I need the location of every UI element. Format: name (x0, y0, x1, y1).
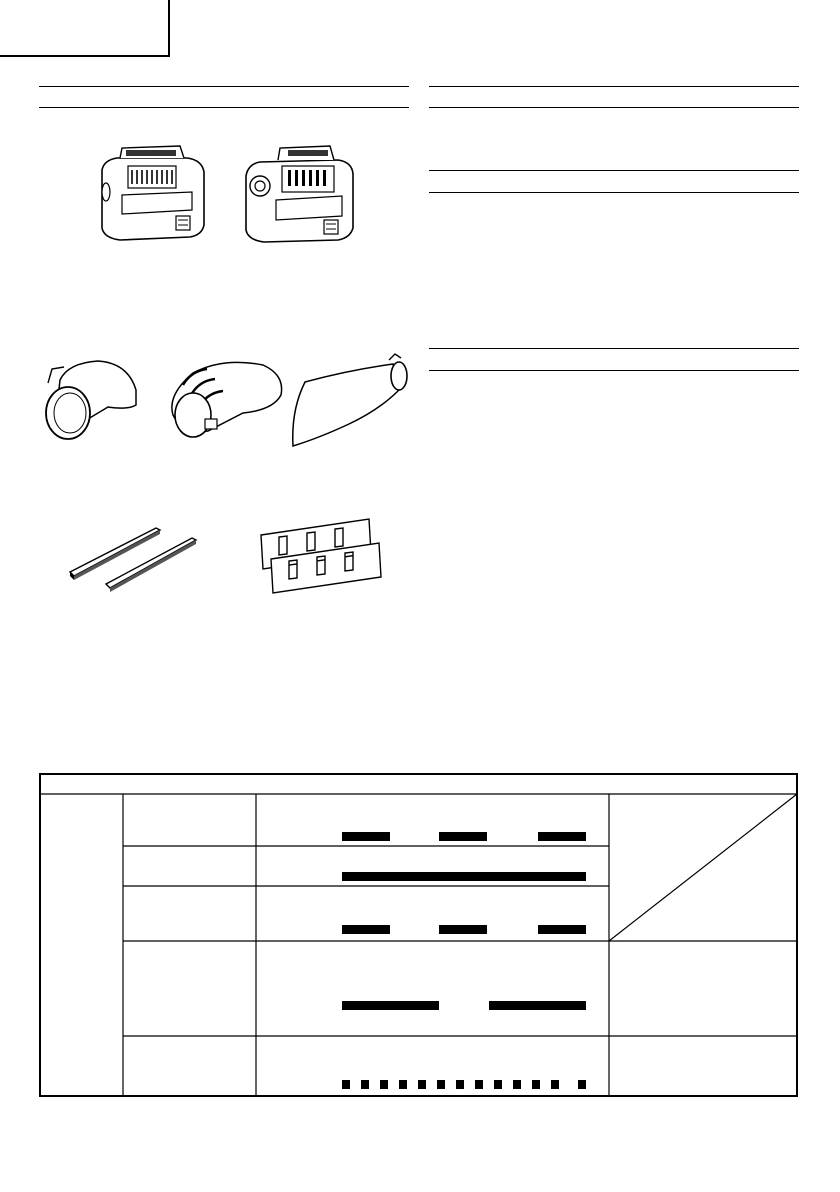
indicator-bar (342, 832, 390, 841)
indicator-dashed-bar (342, 1076, 586, 1085)
indicator-bar (538, 925, 586, 934)
indicator-bar (538, 832, 586, 841)
indicator-bar (342, 1001, 439, 1010)
indicator-bar (439, 832, 487, 841)
indicator-bar (439, 925, 487, 934)
indicator-bar (342, 925, 390, 934)
indicator-bar (489, 1001, 586, 1010)
indicator-bar (342, 872, 586, 881)
